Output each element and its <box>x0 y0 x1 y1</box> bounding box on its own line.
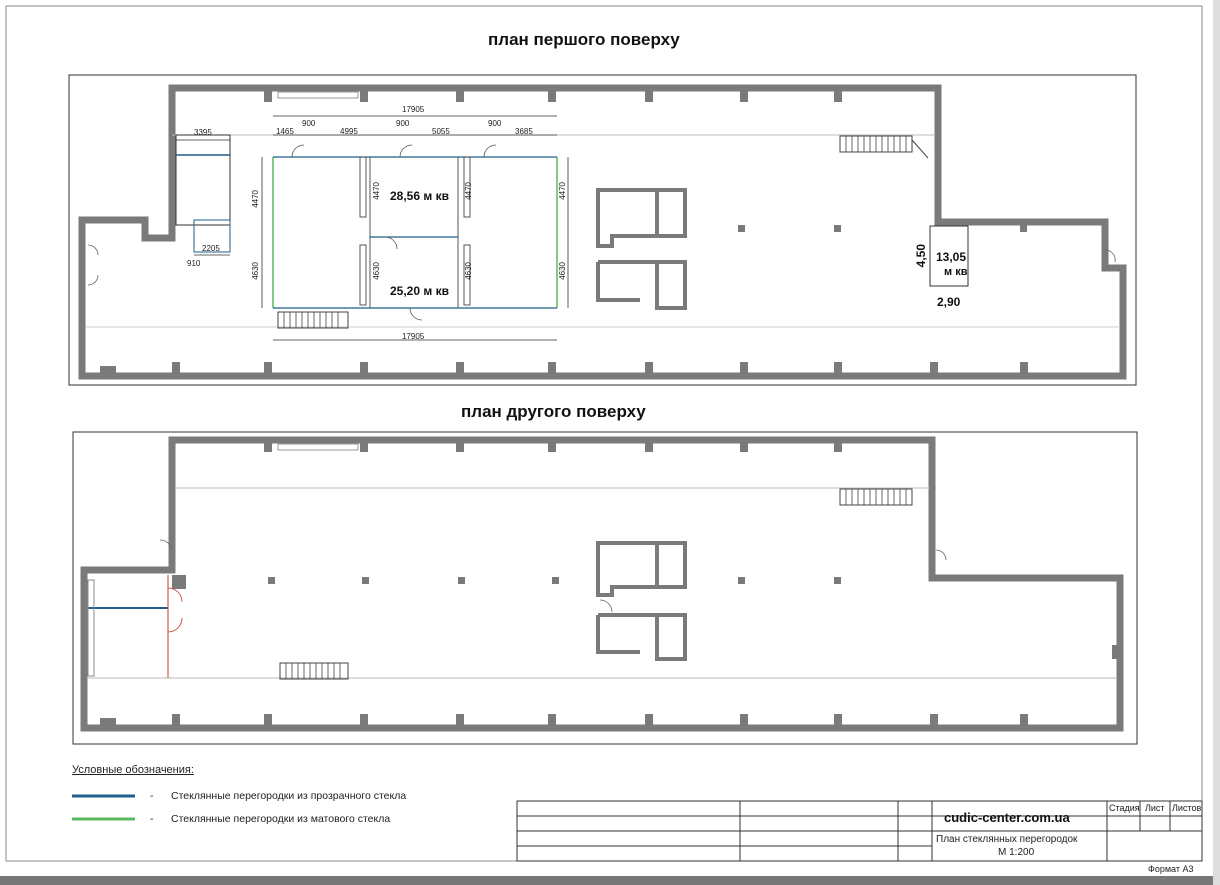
floor2-closet-upper <box>598 543 685 595</box>
dim-900-a: 900 <box>302 119 316 128</box>
sheet-right-bar <box>1213 0 1220 885</box>
dim-1465: 1465 <box>276 127 294 136</box>
legend-title: Условные обозначения: <box>72 764 194 776</box>
floor1-plan <box>69 75 1136 385</box>
floor2-plan <box>73 432 1137 744</box>
floor2-door-arcs <box>160 540 946 612</box>
floor1-window <box>278 92 358 98</box>
floor1-closet-upper <box>598 190 685 246</box>
dim-4470-b: 4470 <box>372 182 381 200</box>
dim-3395: 3395 <box>194 128 212 137</box>
dim-4630-b: 4630 <box>372 262 381 280</box>
sheet-border <box>6 6 1202 861</box>
dim-4630-d: 4630 <box>558 262 567 280</box>
dim-17905-bottom: 17905 <box>402 332 425 341</box>
sheet-bottom-bar <box>0 876 1220 885</box>
dim-3685: 3685 <box>515 127 533 136</box>
floor2-left-rooms <box>88 575 182 678</box>
floor2-stairs-right <box>840 489 912 505</box>
floor1-closet-lower <box>598 262 685 308</box>
floor1-outer-wall <box>82 88 1123 376</box>
title-block-sheet: Лист <box>1145 803 1165 813</box>
legend-dash-2: - <box>150 813 154 825</box>
floor1-columns <box>100 90 1028 374</box>
floor2-viewport <box>73 432 1137 744</box>
dim-4470-d: 4470 <box>558 182 567 200</box>
room-b-area: 25,20 м кв <box>390 284 449 298</box>
dim-900-b: 900 <box>396 119 410 128</box>
dim-4995: 4995 <box>340 127 358 136</box>
floor1-stairs-right <box>840 136 928 158</box>
room-c-area-unit: м кв <box>944 266 968 278</box>
title-block-format: Формат А3 <box>1148 864 1194 874</box>
floor1-door-left <box>88 245 98 285</box>
title-block-sheets: Листов <box>1172 803 1202 813</box>
dim-4470-a: 4470 <box>251 190 260 208</box>
floor2-columns <box>100 442 1120 726</box>
dim-4630-a: 4630 <box>251 262 260 280</box>
room-c-height: 4,50 <box>914 244 928 268</box>
floor1-viewport <box>69 75 1136 385</box>
floor1-glass-offices <box>176 116 568 340</box>
dim-900-c: 900 <box>488 119 502 128</box>
title-block-site: cudic-center.com.ua <box>944 810 1070 825</box>
legend-item-clear-glass: Стеклянные перегородки из прозрачного стекла <box>171 790 407 802</box>
title-block-stage: Стадия <box>1109 803 1140 813</box>
floor1-title: план першого поверху <box>488 30 680 49</box>
dim-4630-c: 4630 <box>464 262 473 280</box>
dim-5055: 5055 <box>432 127 450 136</box>
room-a-area: 28,56 м кв <box>390 189 449 203</box>
legend-item-matte-glass: Стеклянные перегородки из матового стекла <box>171 813 391 825</box>
dim-910: 910 <box>187 259 201 268</box>
title-block-scale: М 1:200 <box>998 847 1035 858</box>
floor1-stairs-center <box>278 312 348 328</box>
dim-2205: 2205 <box>202 244 220 253</box>
floor2-title: план другого поверху <box>461 402 646 421</box>
floor2-stairs-left <box>280 663 348 679</box>
floor1-annex-room <box>176 135 230 225</box>
title-block-drawing-name: План стеклянных перегородок <box>936 834 1078 845</box>
floor2-outer-wall <box>84 440 1120 728</box>
title-block-grid <box>517 801 1202 861</box>
room-c-width: 2,90 <box>937 295 961 309</box>
legend-dash-1: - <box>150 790 154 802</box>
room-c-area-number: 13,05 <box>936 250 967 264</box>
dim-4470-c: 4470 <box>464 182 473 200</box>
floor2-closet-lower <box>598 615 685 659</box>
dim-17905-top: 17905 <box>402 105 425 114</box>
floor2-window <box>278 444 358 450</box>
